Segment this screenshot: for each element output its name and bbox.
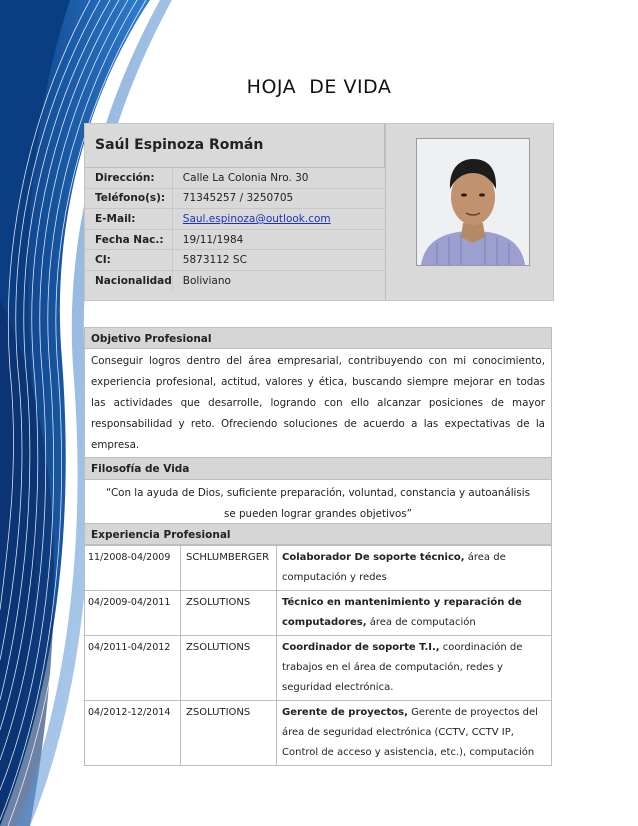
philosophy-body bbox=[84, 480, 552, 528]
info-row bbox=[85, 188, 385, 209]
table-row bbox=[85, 591, 552, 636]
photo-cell bbox=[385, 124, 553, 300]
experience-description bbox=[277, 636, 552, 701]
experience-detail: coordinación de trabajos en el área de computación, redes y seguridad electrónica. bbox=[282, 642, 523, 693]
table-row bbox=[85, 701, 552, 766]
info-label: CI: bbox=[85, 250, 172, 271]
experience-detail: área de computación y redes bbox=[282, 552, 506, 583]
experience-company: ZSOLUTIONS bbox=[181, 591, 277, 636]
email-link[interactable]: Saul.espinoza@outlook.com bbox=[182, 212, 331, 225]
philosophy-line-2: se pueden lograr grandes objetivos” bbox=[224, 508, 412, 520]
objective-heading: Objetivo Profesional bbox=[84, 327, 552, 349]
info-value bbox=[172, 209, 385, 230]
info-value: 71345257 / 3250705 bbox=[172, 188, 385, 209]
experience-detail: área de computación bbox=[366, 617, 476, 628]
full-name: Saúl Espinoza Román bbox=[95, 137, 264, 153]
experience-role: Técnico en mantenimiento y reparación de computadores, bbox=[282, 597, 522, 628]
experience-description bbox=[277, 546, 552, 591]
info-row bbox=[85, 250, 385, 271]
info-value: Calle La Colonia Nro. 30 bbox=[172, 168, 385, 188]
info-label: E-Mail: bbox=[85, 209, 172, 230]
experience-section bbox=[84, 523, 552, 766]
objective-body bbox=[84, 349, 552, 458]
philosophy-line-1: “Con la ayuda de Dios, suficiente preparación, voluntad, constancia y autoanálisis bbox=[105, 487, 531, 499]
experience-role: Colaborador De soporte técnico, bbox=[282, 552, 465, 563]
experience-description bbox=[277, 591, 552, 636]
objective-text: Conseguir logros dentro del área empresarial, contribuyendo con mi conocimiento, experiencia profesional, actitud, valores y ética, buscando siempre mejorar en todas las actividades que desarrolle, logrando con ello alcanzar posiciones de mayor responsabilidad y reto. Ofreciendo soluciones de acuerdo a las expectativas de la empresa. bbox=[91, 355, 545, 451]
philosophy-heading: Filosofía de Vida bbox=[84, 458, 552, 480]
info-value: Boliviano bbox=[182, 274, 231, 287]
experience-description bbox=[277, 701, 552, 766]
table-row bbox=[85, 546, 552, 591]
objective-section bbox=[84, 327, 552, 528]
person-portrait-icon bbox=[417, 139, 529, 265]
experience-detail: Gerente de proyectos del área de seguridad electrónica (CCTV, CCTV IP, Control de acceso y asistencia, etc.), computación bbox=[282, 707, 538, 758]
experience-table bbox=[84, 545, 552, 766]
table-row bbox=[85, 636, 552, 701]
info-value: 5873112 SC bbox=[172, 250, 385, 271]
info-value: 19/11/1984 bbox=[172, 229, 385, 250]
info-label: Nacionalidad bbox=[85, 270, 172, 290]
experience-company: SCHLUMBERGER bbox=[181, 546, 277, 591]
profile-photo bbox=[416, 138, 530, 266]
info-label: Teléfono(s): bbox=[85, 188, 172, 209]
experience-date: 04/2012-12/2014 bbox=[85, 701, 181, 766]
experience-date: 11/2008-04/2009 bbox=[85, 546, 181, 591]
personal-info-block bbox=[84, 123, 554, 301]
info-row bbox=[85, 270, 385, 290]
experience-company: ZSOLUTIONS bbox=[181, 701, 277, 766]
info-row bbox=[85, 229, 385, 250]
experience-heading: Experiencia Profesional bbox=[84, 523, 552, 545]
experience-date: 04/2011-04/2012 bbox=[85, 636, 181, 701]
page-title: HOJA DE VIDA bbox=[246, 76, 392, 98]
experience-company: ZSOLUTIONS bbox=[181, 636, 277, 701]
philosophy-quote bbox=[85, 480, 551, 527]
name-bar bbox=[85, 124, 385, 168]
experience-role: Gerente de proyectos, bbox=[282, 707, 408, 718]
experience-date: 04/2009-04/2011 bbox=[85, 591, 181, 636]
info-row bbox=[85, 168, 385, 188]
info-row bbox=[85, 209, 385, 230]
experience-role: Coordinador de soporte T.I., bbox=[282, 642, 440, 653]
info-label: Fecha Nac.: bbox=[85, 229, 172, 250]
info-label: Dirección: bbox=[85, 168, 172, 188]
personal-info-table bbox=[85, 168, 385, 291]
